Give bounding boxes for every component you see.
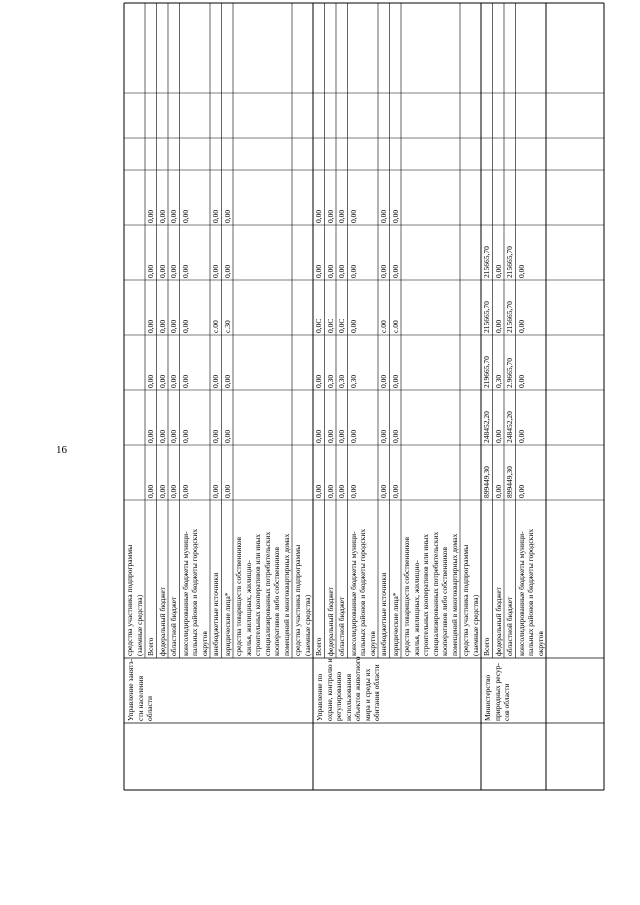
funding-source-line: жилья, жилищных, жилищно- [411, 560, 421, 656]
funding-source-line: консолидированные бюджеты муници- [516, 531, 526, 656]
funding-source-line: пальных районов и бюджеты городских [526, 528, 535, 656]
value-cell: 0,00 [337, 429, 346, 443]
org-name [483, 663, 512, 721]
funding-source-line: консолидированные бюджеты муници- [348, 531, 358, 656]
value-cell: 0,00 [169, 429, 178, 443]
org-name-line: природных ресур- [492, 662, 502, 721]
funding-source [314, 638, 324, 656]
value-cell: 0,00 [390, 429, 400, 443]
value-cell: 0,00 [325, 429, 335, 443]
funding-source-line: пальных районов и бюджеты городских [358, 528, 367, 656]
page-number: 16 [56, 444, 67, 456]
value-cell: 0,00 [493, 429, 503, 443]
org-name-line: объектов животного [353, 656, 362, 721]
value-cell: 0,30 [325, 374, 335, 388]
value-cell: 0,00 [157, 209, 167, 223]
value-cell: 0,00 [180, 319, 190, 333]
value-cell: 0,00 [314, 264, 323, 278]
value-cell: 0,00 [211, 429, 220, 443]
funding-source-line: кооперативов либо собственников [440, 546, 449, 656]
funding-source [181, 529, 210, 656]
value-cell: 0,00 [222, 429, 232, 443]
funding-source [234, 532, 291, 656]
funding-source [337, 597, 347, 656]
value-cell: 0,00 [325, 484, 335, 498]
funding-source-line: федеральный бюджет [325, 586, 335, 656]
value-cell: 0,00 [390, 484, 400, 498]
funding-source-line: (заемные средства) [302, 594, 312, 656]
value-cell: 0,00 [180, 374, 190, 388]
rotated-page [104, 0, 622, 793]
funding-table [104, 0, 622, 793]
value-cell: 215665,70 [505, 301, 514, 333]
funding-source-line: кооперативов либо собственников [272, 546, 281, 656]
value-cell: 0,30 [493, 374, 503, 388]
value-cell: 0,00 [146, 374, 155, 388]
funding-source [158, 587, 168, 656]
value-cell: 0,00 [211, 484, 220, 498]
value-cell: 0,00 [222, 209, 232, 223]
value-cell: с.00 [379, 320, 388, 333]
funding-source-line: помещений в многоквартирных домах [449, 533, 459, 656]
value-cell: 219665,70 [482, 356, 491, 388]
funding-source [505, 597, 515, 656]
value-cell: 0,00 [493, 264, 503, 278]
value-cell: 0,0С [314, 318, 323, 333]
funding-source-line: строительных кооперативов или иных [421, 533, 430, 656]
org-name-line: Министерство [483, 674, 492, 721]
value-cell: 0,30 [348, 374, 358, 388]
value-cell: 0,00 [493, 319, 503, 333]
value-cell: 0,00 [348, 209, 358, 223]
value-cell: 0,00 [390, 374, 400, 388]
value-cell: с.30 [222, 320, 232, 333]
funding-source [146, 638, 156, 656]
value-cell: 0,00 [348, 484, 358, 498]
funding-source-line: областной бюджет [505, 596, 514, 656]
value-cell: 0,00 [169, 319, 178, 333]
funding-source-line: юридические лица* [222, 592, 232, 656]
funding-source [391, 592, 401, 656]
funding-source-line: средства товариществ собственников [402, 536, 411, 656]
funding-source-line: округов [535, 631, 545, 656]
funding-source-line: специализированных потребительских [262, 531, 272, 656]
funding-source [125, 545, 144, 656]
value-cell: 0,00 [325, 264, 335, 278]
funding-source-line: областной бюджет [169, 596, 178, 656]
value-cell: 0,00 [337, 264, 346, 278]
value-cell: 899449,30 [482, 466, 491, 498]
value-cell: 0,00 [516, 374, 526, 388]
value-cell: 0,00 [337, 209, 346, 223]
value-cell: 0,00 [493, 484, 503, 498]
org-name-line: области [145, 695, 154, 721]
org-name-line: использования [343, 673, 353, 721]
value-cell: 0,00 [379, 374, 388, 388]
value-cell: 248452,20 [505, 411, 514, 443]
funding-source-line: федеральный бюджет [493, 586, 503, 656]
funding-source-line: жилья, жилищных, жилищно- [243, 560, 253, 656]
org-name-line: регулированию [334, 671, 343, 721]
value-cell: 215665,70 [482, 246, 491, 278]
org-name-line: Управление по [315, 673, 324, 721]
value-cell: 0,00 [157, 429, 167, 443]
funding-source [482, 638, 492, 656]
value-cell: 0,00 [169, 209, 178, 223]
funding-source-line: Всего [314, 637, 323, 656]
value-cell: 0,00 [157, 319, 167, 333]
funding-source-line: строительных кооперативов или иных [253, 533, 262, 656]
value-cell: 899449,30 [505, 466, 514, 498]
value-cell: 0,00 [314, 374, 323, 388]
funding-source-line: Всего [482, 637, 491, 656]
value-cell: 0,00 [211, 264, 220, 278]
funding-source-line: юридические лица* [390, 592, 400, 656]
org-name [315, 657, 382, 722]
value-cell: 0,00 [169, 264, 178, 278]
value-cell: 0,00 [348, 429, 358, 443]
funding-source [402, 532, 459, 656]
value-cell: 0,00 [146, 264, 155, 278]
value-cell: 0,00 [379, 429, 388, 443]
funding-source-line: средства участника подпрограммы [125, 544, 134, 656]
org-name-line: сти населения [135, 675, 145, 721]
value-cell: 215665,70 [505, 246, 514, 278]
funding-source-line: внебюджетные источники [379, 572, 388, 656]
value-cell: 0,30 [337, 374, 346, 388]
funding-source-line: (заемные средства) [470, 594, 480, 656]
value-cell: 0,00 [180, 264, 190, 278]
value-cell: 0,00 [146, 319, 155, 333]
value-cell: 0,0С [337, 318, 346, 333]
value-cell: 215665,70 [482, 301, 491, 333]
value-cell: 0,00 [211, 209, 220, 223]
value-cell: 0,00 [390, 209, 400, 223]
value-cell: 0,00 [222, 374, 232, 388]
org-name [126, 659, 155, 721]
funding-source [326, 587, 336, 656]
funding-source-line: Всего [146, 637, 155, 656]
value-cell: 0,00 [348, 319, 358, 333]
funding-source-line: средства участника подпрограммы [461, 544, 470, 656]
funding-source-line: федеральный бюджет [157, 586, 167, 656]
value-cell: 0,00 [169, 374, 178, 388]
value-cell: 0,00 [157, 264, 167, 278]
value-cell: 0,00 [211, 374, 220, 388]
value-cell: 0,00 [157, 484, 167, 498]
value-cell: 0,00 [314, 209, 323, 223]
value-cell: 0,00 [516, 484, 526, 498]
value-cell: 0,00 [169, 484, 178, 498]
funding-source [223, 592, 233, 656]
funding-source [517, 529, 546, 656]
funding-source-line: округов [199, 631, 209, 656]
funding-source [293, 545, 312, 656]
org-name-line: обитания области [372, 664, 381, 721]
funding-source-line: областной бюджет [337, 596, 346, 656]
value-cell: 0,00 [314, 429, 323, 443]
value-cell: 0,00 [516, 264, 526, 278]
value-cell: 0,00 [146, 429, 155, 443]
value-cell: 0,00 [337, 484, 346, 498]
value-cell: 0,00 [146, 209, 155, 223]
value-cell: 0,00 [180, 484, 190, 498]
funding-source-line: помещений в многоквартирных домах [281, 533, 291, 656]
value-cell: 0,00 [146, 484, 155, 498]
funding-source-line: внебюджетные источники [211, 572, 220, 656]
funding-source-line: пальных районов и бюджеты городских [190, 528, 199, 656]
value-cell: 0,00 [390, 264, 400, 278]
value-cell: 2.9665,70 [505, 358, 514, 388]
funding-source [461, 545, 480, 656]
funding-source-line: консолидированные бюджеты муници- [180, 531, 190, 656]
value-cell: 248452,20 [482, 411, 491, 443]
funding-source [349, 529, 378, 656]
org-name-line: охране, контролю и [324, 658, 334, 721]
value-cell: 0,00 [222, 484, 232, 498]
value-cell: 0,00 [325, 209, 335, 223]
value-cell: 0,00 [157, 374, 167, 388]
value-cell: с.00 [211, 320, 220, 333]
value-cell: 0,00 [379, 209, 388, 223]
value-cell: 0,00 [516, 429, 526, 443]
funding-source-line: (заемные средства) [134, 594, 144, 656]
value-cell: 0,00 [180, 429, 190, 443]
value-cell: 0,00 [180, 209, 190, 223]
funding-source [211, 573, 221, 656]
value-cell: 0,00 [379, 484, 388, 498]
value-cell: 0,0С [325, 318, 335, 333]
funding-source [494, 587, 504, 656]
funding-source [169, 597, 179, 656]
funding-source-line: специализированных потребительских [430, 531, 440, 656]
org-name-line: Управление занятз- [126, 658, 135, 721]
org-name-line: мира и среды их [362, 668, 372, 721]
funding-source-line: средства участника подпрограммы [293, 544, 302, 656]
value-cell: с.00 [390, 320, 400, 333]
value-cell: 0,00 [222, 264, 232, 278]
funding-source-line: средства товариществ собственников [234, 536, 243, 656]
value-cell: 0,00 [348, 264, 358, 278]
value-cell: 0,00 [379, 264, 388, 278]
funding-source [379, 573, 389, 656]
org-name-line: сов области [502, 683, 511, 721]
value-cell: 0,00 [516, 319, 526, 333]
funding-source-line: округов [367, 631, 377, 656]
value-cell: 0,00 [314, 484, 323, 498]
